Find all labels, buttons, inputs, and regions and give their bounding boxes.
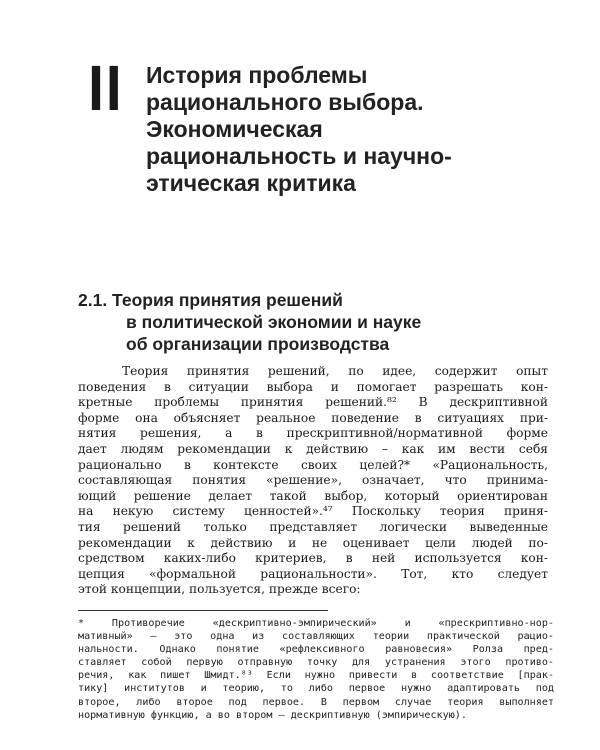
chapter-number: II bbox=[88, 52, 124, 124]
chapter-title-line: Экономическая bbox=[146, 116, 323, 142]
body-line: рекомендации к действию и не оценивает цели людей по- bbox=[78, 535, 548, 550]
body-paragraph bbox=[78, 364, 548, 598]
chapter-title bbox=[146, 62, 506, 197]
body-line: тия решений только представляет логически выведенные bbox=[78, 519, 548, 534]
body-line: нятия решения, а в прескриптивной/нормативной форме bbox=[78, 426, 548, 441]
footnote-line: ставляет собой первую отправную точку для устранения этого противо- bbox=[78, 657, 554, 669]
body-line: на некую систему ценностей».⁴⁷ Поскольку теория приня- bbox=[78, 504, 548, 519]
chapter-title-line: рациональность и научно- bbox=[146, 143, 452, 169]
section-heading-line: в политической экономии и науке bbox=[126, 312, 422, 332]
section-heading bbox=[78, 289, 498, 355]
chapter-title-line: этическая критика bbox=[146, 170, 356, 196]
chapter-title-line: История проблемы bbox=[146, 62, 368, 88]
footnote-line: нормативную функцию, а во втором – дескриптивную (эмпирическую). bbox=[78, 709, 467, 721]
body-line: форме она объясняет реальное поведение в ситуациях при- bbox=[78, 410, 548, 425]
body-line: дает людям рекомендации к действию – как им вести себя bbox=[78, 441, 548, 456]
body-line: этой концепции, пользуется, прежде всего: bbox=[78, 582, 361, 597]
footnote-line: речия, как пишет Шмидт.⁸³ Если нужно привести в соответствие [прак- bbox=[78, 670, 554, 682]
chapter-title-line: рационального выбора. bbox=[146, 89, 424, 115]
body-line: ющий решение делает такой выбор, который ориентирован bbox=[78, 488, 548, 503]
body-line: кретные проблемы принятия решений.⁸² В дескриптивной bbox=[78, 395, 548, 410]
footnote-line: мативный» – это одна из составляющих теории практической рацио- bbox=[78, 631, 554, 643]
body-line: Теория принятия решений, по идее, содержит опыт bbox=[122, 364, 548, 378]
footnote-line: второе, либо второе под первое. В первом случае теория выполняет bbox=[78, 696, 554, 708]
footnote-line: тику] институтов и теорию, то либо первое нужно адаптировать под bbox=[78, 683, 554, 695]
body-line: поведения в ситуации выбора и помогает разрешать кон- bbox=[78, 379, 548, 394]
body-line: средством каких-либо критериев, в ней используется кон- bbox=[78, 551, 548, 566]
body-line: цепция «формальной рациональности». Тот, кто следует bbox=[78, 566, 548, 581]
body-line: составляющая понятия «решение», означает, что принима- bbox=[78, 473, 548, 488]
section-heading-line: об организации производства bbox=[126, 334, 390, 354]
section-heading-line: 2.1. Теория принятия решений bbox=[78, 290, 343, 310]
footnote-line: * Противоречие «дескриптивно-эмпирический» и «прескриптивно-нор- bbox=[78, 618, 554, 629]
footnote-divider bbox=[78, 610, 328, 611]
footnote bbox=[78, 617, 554, 722]
body-line: рационально в контексте своих целей?* «Рациональность, bbox=[78, 457, 548, 472]
footnote-line: нальности. Однако понятие «рефлексивного равновесия» Ролза пред- bbox=[78, 644, 554, 656]
